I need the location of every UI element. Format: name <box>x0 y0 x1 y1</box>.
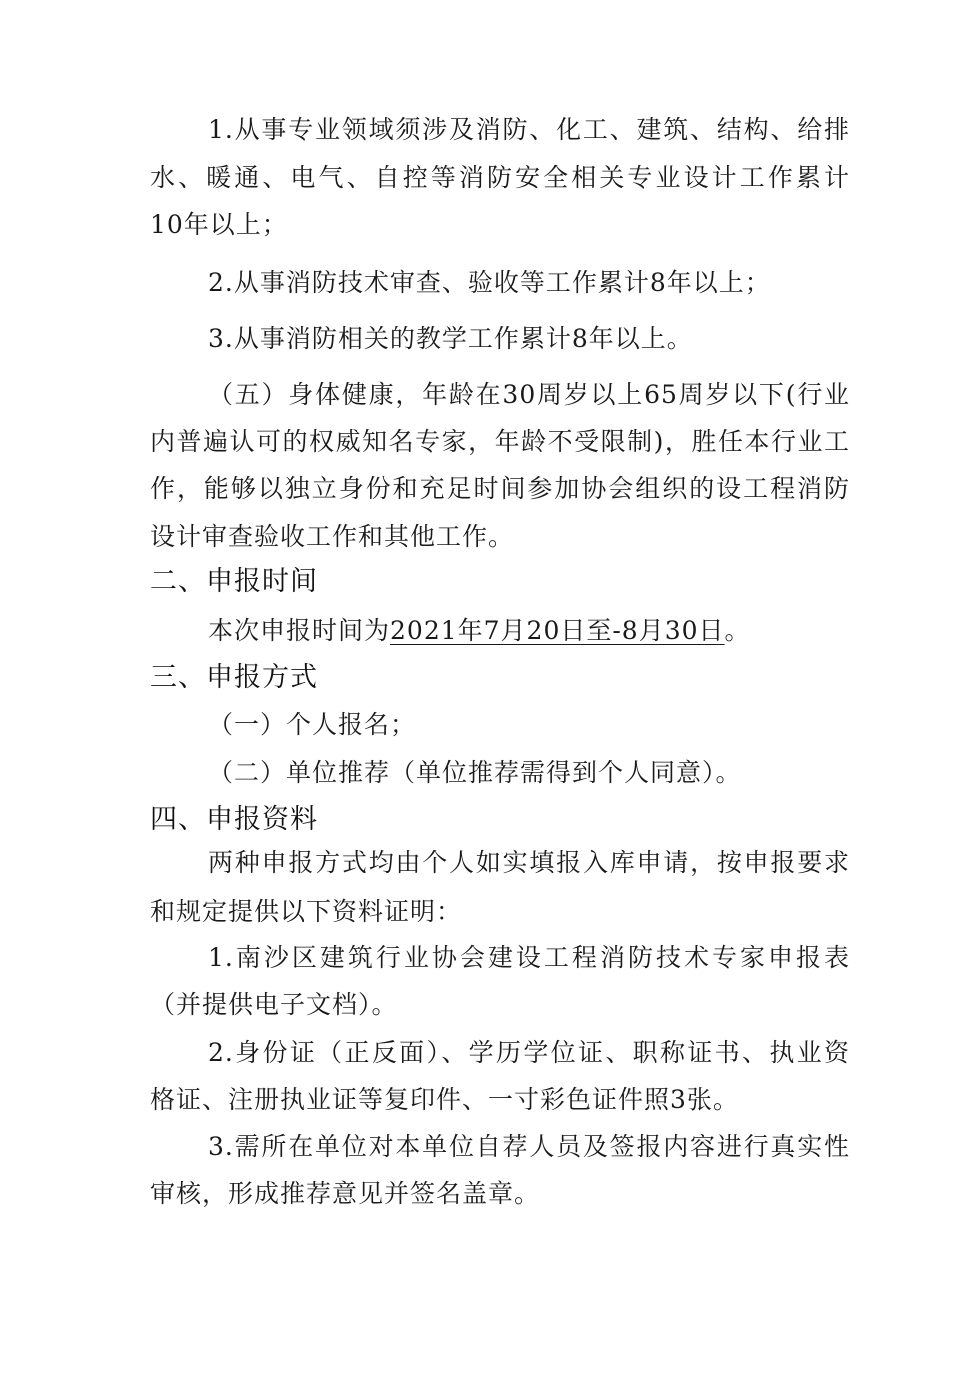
section3-option2: （二）单位推荐（单位推荐需得到个人同意）。 <box>208 758 742 787</box>
doc2-line2: 格证、注册执业证等复印件、一寸彩色证件照3张。 <box>150 1085 739 1114</box>
section3-heading: 三、申报方式 <box>150 662 318 693</box>
section2-text <box>208 614 751 648</box>
doc2-line1: 2.身份证（正反面）、学历学位证、职称证书、执业资 <box>208 1038 850 1067</box>
item1-line1: 1.从事专业领域须涉及消防、化工、建筑、结构、给排 <box>208 115 850 144</box>
section2-text-prefix: 本次申报时间为 <box>208 616 391 645</box>
item1-line3: 10年以上； <box>150 210 288 239</box>
item5-line4: 设计审查验收工作和其他工作。 <box>150 522 515 551</box>
section4-intro-line1: 两种申报方式均由个人如实填报入库申请，按申报要求 <box>208 848 850 877</box>
section2-heading: 二、申报时间 <box>150 566 318 597</box>
item5-line3: 作，能够以独立身份和充足时间参加协会组织的设工程消防 <box>150 474 850 503</box>
doc1-line1: 1.南沙区建筑行业协会建设工程消防技术专家申报表 <box>208 943 850 972</box>
section2-text-suffix: 。 <box>724 616 751 645</box>
item3: 3.从事消防相关的教学工作累计8年以上。 <box>208 324 693 353</box>
doc1-line2: （并提供电子文档）。 <box>150 990 398 1019</box>
section4-heading: 四、申报资料 <box>150 804 318 835</box>
item1-line2: 水、暖通、电气、自控等消防安全相关专业设计工作累计 <box>150 163 850 192</box>
section2-dates: 2021年7月20日至-8月30日 <box>390 616 725 645</box>
section3-option1: （一）个人报名； <box>208 710 417 739</box>
doc3-line2: 审核，形成推荐意见并签名盖章。 <box>150 1179 541 1208</box>
item5-line1: （五）身体健康，年龄在30周岁以上65周岁以下(行业 <box>208 380 850 409</box>
section4-intro-line2: 和规定提供以下资料证明： <box>150 897 463 926</box>
item5-line2: 内普遍认可的权威知名专家，年龄不受限制)，胜任本行业工 <box>150 427 850 456</box>
item2: 2.从事消防技术审查、验收等工作累计8年以上； <box>208 268 771 297</box>
doc3-line1: 3.需所在单位对本单位自荐人员及签报内容进行真实性 <box>208 1132 850 1161</box>
